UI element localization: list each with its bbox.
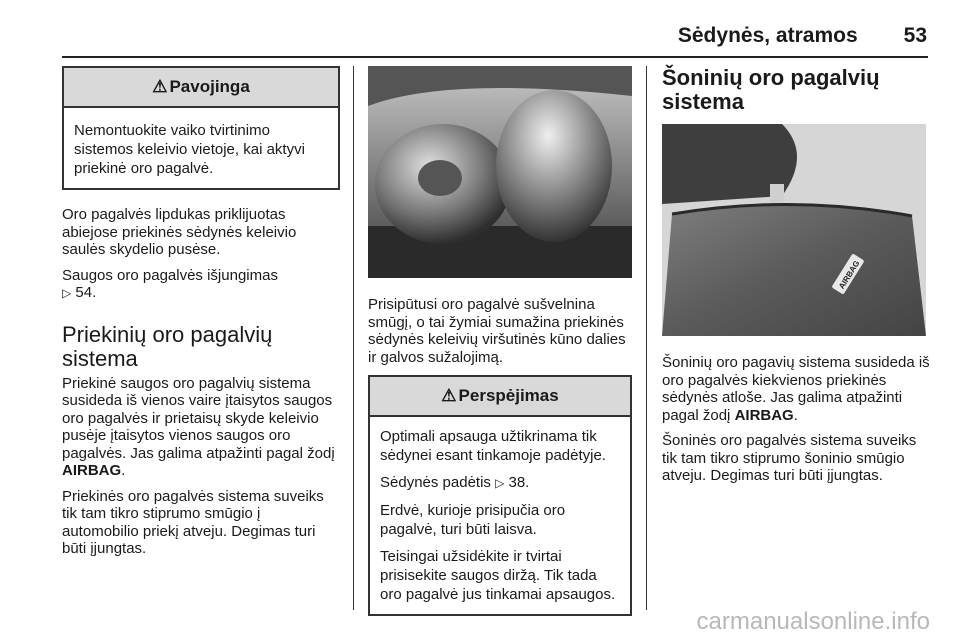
side-airbag-text: Šoninių oro pagavių sistema susideda iš oro pagalvės kiekvienos priekinės sėdynės atloše. Jas galima atpažinti pagal žodį bbox=[662, 354, 930, 424]
warning-p1: Optimali apsauga užtikrinama tik sėdynei esant tinkamoje padėtyje. bbox=[380, 428, 606, 464]
danger-box-body bbox=[64, 108, 338, 188]
inflated-airbags-photo bbox=[368, 66, 632, 278]
column-divider-2 bbox=[646, 66, 647, 610]
page-header bbox=[678, 24, 927, 48]
watermark: carmanualsonline.info bbox=[696, 608, 930, 635]
warning-triangle-icon: ⚠ bbox=[152, 77, 168, 96]
seat-backrest-photo bbox=[662, 124, 926, 336]
sticker-paragraph: Oro pagalvės lipdukas priklijuotas abiejose priekinės sėdynės keleivio saulės skydelio pusėse. bbox=[62, 206, 297, 258]
danger-box-header bbox=[64, 68, 338, 108]
side-airbag-paragraph: Šoninių oro pagavių sistema susideda iš oro pagalvės kiekvienos priekinės sėdynės atloše. Jas galima atpažinti pagal žodį AIRBAG. bbox=[662, 354, 930, 424]
danger-box-title: Pavojinga bbox=[169, 77, 250, 96]
side-airbag-trigger-paragraph: Šoninės oro pagalvės sistema suveiks tik tam tikro stiprumo šoninio smūgio atveju. Degimas turi būti įjungtas. bbox=[662, 432, 917, 484]
danger-box bbox=[62, 66, 340, 190]
airbag-keyword: AIRBAG bbox=[734, 406, 794, 424]
deactivation-text: Saugos oro pagalvės išjungimas bbox=[62, 266, 278, 284]
seat-position-page-link[interactable]: 38. bbox=[508, 474, 530, 491]
danger-box-text: Nemontuokite vaiko tvirtinimo sistemos keleivio vietoje, kai aktyvi priekinė oro pagalvė. bbox=[74, 122, 305, 177]
ref-arrow-icon: ▷ bbox=[62, 286, 72, 300]
col1-text bbox=[62, 206, 340, 558]
airbag-keyword: AIRBAG bbox=[62, 462, 122, 479]
warning-box-header bbox=[370, 377, 630, 417]
deactivation-page-link[interactable]: 54. bbox=[75, 284, 97, 301]
col3-text bbox=[662, 354, 930, 485]
deactivation-paragraph bbox=[62, 267, 340, 303]
column-2 bbox=[368, 66, 632, 616]
seat-airbag-label: AIRBAG bbox=[837, 259, 862, 291]
front-airbag-paragraph: Priekinė saugos oro pagalvių sistema susideda iš vienos vaire įtaisytos saugos oro pagalvės ir prietaisų skyde keleivio pusėje įtaisytos vienos saugos oro pagalvės. Jas galima atpažinti pagal žodį AIRBAG. bbox=[62, 374, 335, 479]
warning-box bbox=[368, 375, 632, 616]
column-1 bbox=[62, 66, 340, 566]
warning-p3: Erdvė, kurioje prisipučia oro pagalvė, turi būti laisva. bbox=[380, 502, 566, 538]
front-airbag-trigger-paragraph: Priekinės oro pagalvės sistema suveiks tik tam tikro stiprumo smūgio į automobilio priekį atveju. Degimas turi būti įjungtas. bbox=[62, 487, 324, 557]
page-number: 53 bbox=[903, 24, 927, 47]
section-title: Sėdynės, atramos bbox=[677, 24, 858, 47]
side-airbag-heading: Šoninių oro pagalvių sistema bbox=[662, 65, 880, 114]
warning-p4: Teisingai užsidėkite ir tvirtai prisisekite saugos diržą. Tik tada oro pagalvė jus tinkamai apsaugos. bbox=[380, 548, 616, 603]
warning-box-title: Perspėjimas bbox=[458, 386, 559, 405]
airbag-illustration bbox=[368, 66, 632, 278]
header-rule bbox=[62, 56, 928, 58]
warning-p2 bbox=[380, 473, 620, 493]
seat-illustration bbox=[662, 124, 926, 336]
column-3 bbox=[662, 66, 930, 493]
seat-position-text: Sėdynės padėtis bbox=[380, 474, 491, 491]
front-airbag-heading: Priekinių oro pagalvių sistema bbox=[62, 321, 273, 371]
warning-box-body bbox=[370, 417, 630, 614]
column-divider-1 bbox=[353, 66, 354, 610]
front-airbag-text: Priekinė saugos oro pagalvių sistema susideda iš vienos vaire įtaisytos saugos oro pagalvės ir prietaisų skyde keleivio pusėje įtaisytos vienos saugos oro pagalvės. Jas galima atpažinti pagal žodį bbox=[62, 374, 335, 462]
photo-caption: Prisipūtusi oro pagalvė sušvelnina smūgį, o tai žymiai sumažina priekinės sėdynės keleivių viršutinės kūno dalies ir galvos sužalojimą. bbox=[368, 296, 626, 366]
warning-triangle-icon: ⚠ bbox=[441, 386, 457, 405]
ref-arrow-icon: ▷ bbox=[495, 476, 505, 490]
